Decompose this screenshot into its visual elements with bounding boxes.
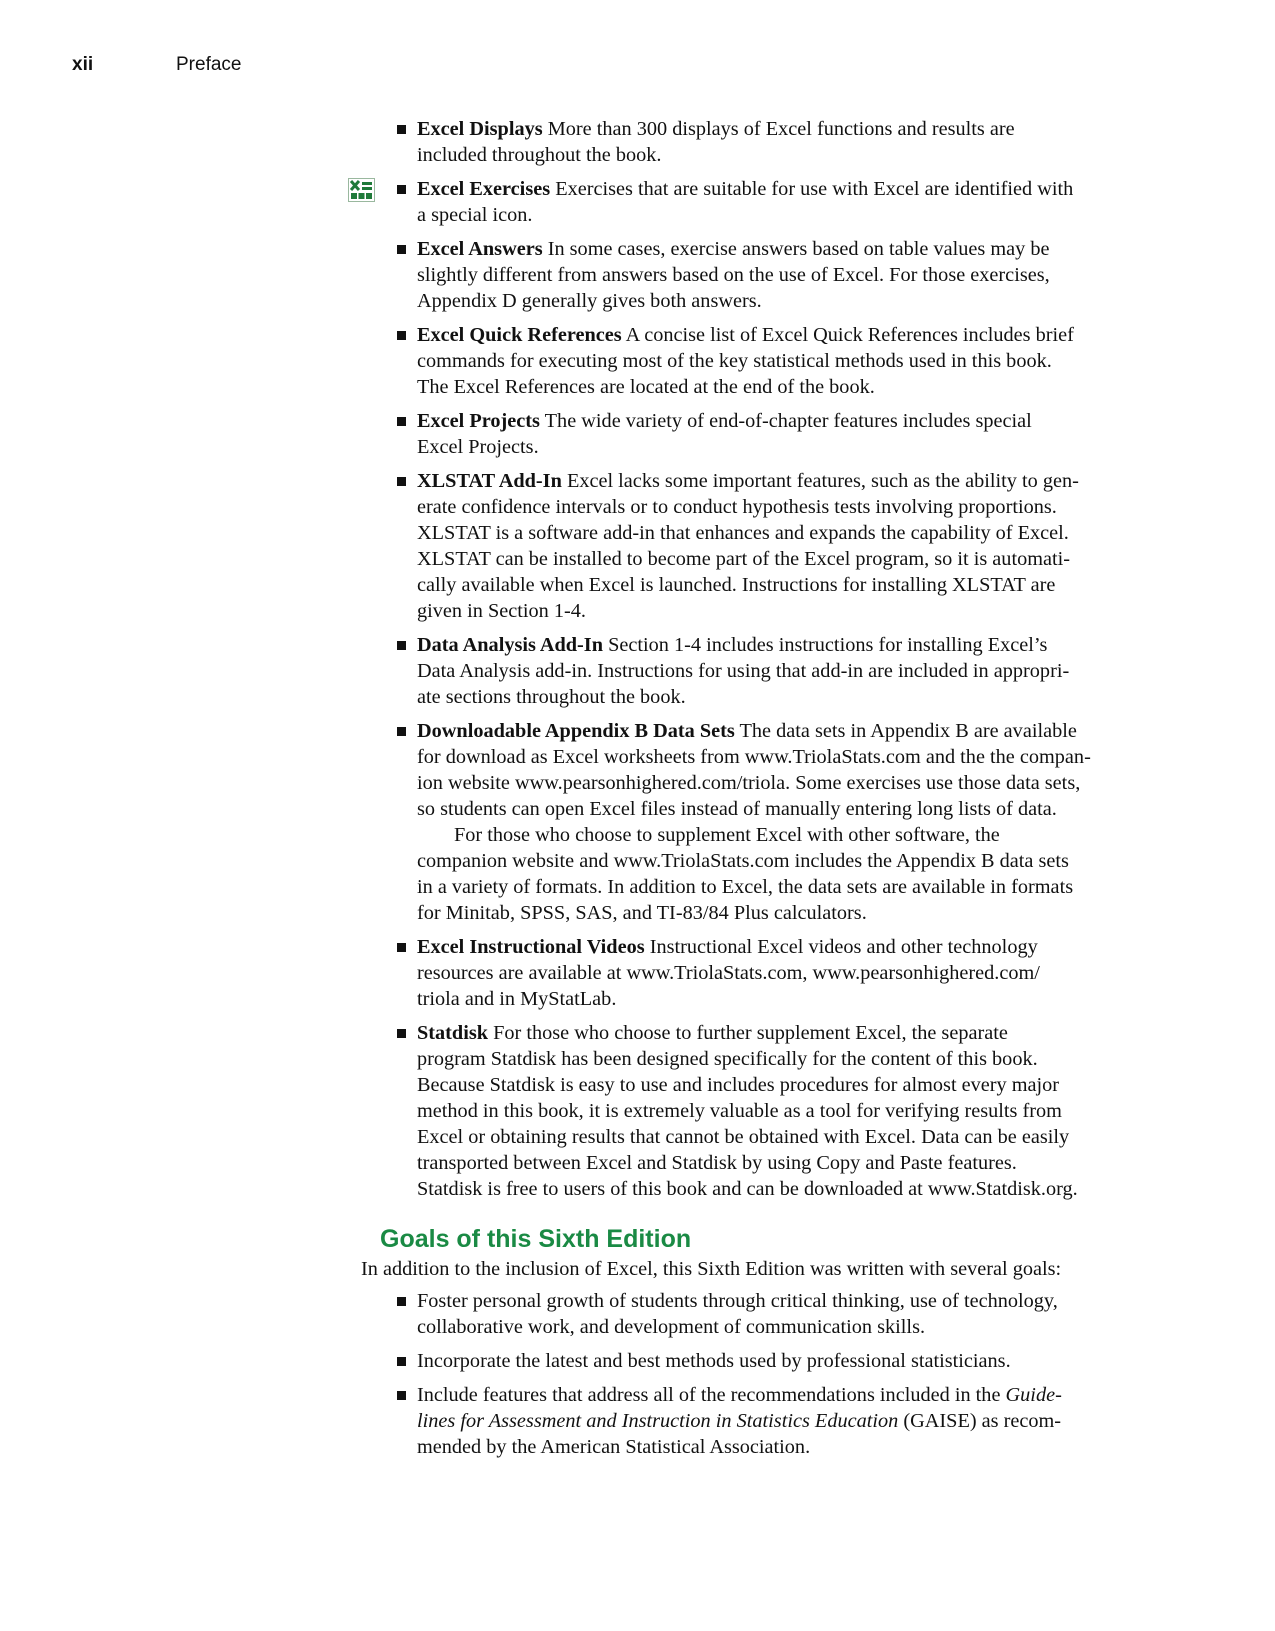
feature-title: Data Analysis Add-In	[417, 634, 603, 656]
feature-text-line: Statdisk is free to users of this book and can be downloaded at www.Statdisk.org.	[417, 1178, 1078, 1200]
list-item	[380, 934, 1140, 1012]
list-item	[380, 1288, 1140, 1340]
goal-text-line: Foster personal growth of students through critical thinking, use of technology,	[417, 1290, 1058, 1312]
guidelines-title-italic: lines for Assessment and Instruction in Statistics Education	[417, 1410, 899, 1432]
feature-text-line: The wide variety of end-of-chapter features includes special	[544, 410, 1032, 432]
feature-text-line: so students can open Excel files instead of manually entering long lists of data.	[417, 798, 1057, 820]
bullet-icon	[397, 727, 406, 736]
goal-text: Include features that address all of the recommendations included in the	[417, 1384, 1006, 1406]
feature-text-line: Appendix D generally gives both answers.	[417, 290, 762, 312]
feature-title: Excel Exercises	[417, 178, 551, 200]
page-number: xii	[72, 54, 94, 75]
feature-text-line: Instructional Excel videos and other technology	[649, 936, 1038, 958]
list-item	[380, 116, 1140, 168]
feature-text-line: in a variety of formats. In addition to Excel, the data sets are available in formats	[417, 876, 1074, 898]
feature-text-line: For those who choose to supplement Excel with other software, the	[454, 824, 1000, 846]
list-item	[380, 718, 1140, 926]
feature-title: Excel Projects	[417, 410, 540, 432]
feature-text-line: For those who choose to further supplement Excel, the separate	[493, 1022, 1008, 1044]
feature-text-line: for download as Excel worksheets from www.TriolaStats.com and the the compan-	[417, 746, 1091, 768]
list-item	[380, 322, 1140, 400]
goal-text: mended by the American Statistical Association.	[417, 1436, 811, 1458]
goal-text-line: collaborative work, and development of communication skills.	[417, 1316, 926, 1338]
bullet-icon	[397, 245, 406, 254]
list-item	[380, 468, 1140, 624]
feature-text-line: XLSTAT can be installed to become part of the Excel program, so it is automati-	[417, 548, 1071, 570]
feature-title: XLSTAT Add-In	[417, 470, 562, 492]
feature-text-line: program Statdisk has been designed specifically for the content of this book.	[417, 1048, 1038, 1070]
excel-icon	[348, 178, 375, 202]
content-column	[361, 116, 1140, 1468]
feature-text-line: Excel lacks some important features, such as the ability to gen-	[566, 470, 1079, 492]
goals-intro: In addition to the inclusion of Excel, this Sixth Edition was written with several goals:	[361, 1258, 1062, 1280]
list-item	[380, 408, 1140, 460]
bullet-icon	[397, 125, 406, 134]
feature-text-line: a special icon.	[417, 204, 533, 226]
list-item	[380, 632, 1140, 710]
feature-text-line: Excel or obtaining results that cannot be obtained with Excel. Data can be easily	[417, 1126, 1070, 1148]
list-item	[380, 236, 1140, 314]
bullet-icon	[397, 641, 406, 650]
feature-text-line: In some cases, exercise answers based on table values may be	[547, 238, 1050, 260]
feature-title: Excel Displays	[417, 118, 543, 140]
bullet-icon	[397, 185, 406, 194]
feature-title: Excel Quick References	[417, 324, 622, 346]
goal-text: (GAISE) as recom-	[898, 1410, 1062, 1432]
bullet-icon	[397, 1029, 406, 1038]
running-header	[72, 54, 242, 76]
list-item	[380, 176, 1140, 228]
feature-text-line: XLSTAT is a software add-in that enhances and expands the capability of Excel.	[417, 522, 1069, 544]
feature-title: Excel Answers	[417, 238, 543, 260]
bullet-icon	[397, 1391, 406, 1400]
feature-text-line: The data sets in Appendix B are available	[739, 720, 1077, 742]
goals-list	[380, 1288, 1140, 1460]
feature-text-line: ion website www.pearsonhighered.com/triola. Some exercises use those data sets,	[417, 772, 1081, 794]
goal-text-italic: Guide-	[1005, 1384, 1062, 1406]
feature-text-line: Exercises that are suitable for use with Excel are identified with	[555, 178, 1074, 200]
bullet-icon	[397, 477, 406, 486]
feature-text-line: included throughout the book.	[417, 144, 662, 166]
feature-title: Excel Instructional Videos	[417, 936, 645, 958]
feature-text-line: Because Statdisk is easy to use and includes procedures for almost every major	[417, 1074, 1060, 1096]
feature-text-line: given in Section 1-4.	[417, 600, 586, 622]
bullet-icon	[397, 1297, 406, 1306]
feature-text-line: ate sections throughout the book.	[417, 686, 686, 708]
feature-text-line: More than 300 displays of Excel functions and results are	[547, 118, 1015, 140]
section-title: Preface	[176, 54, 242, 75]
feature-text-line: companion website and www.TriolaStats.com includes the Appendix B data sets	[417, 850, 1069, 872]
feature-text-line: Section 1-4 includes instructions for installing Excel’s	[608, 634, 1048, 656]
list-item	[380, 1382, 1140, 1460]
feature-title: Downloadable Appendix B Data Sets	[417, 720, 735, 742]
feature-title: Statdisk	[417, 1022, 489, 1044]
feature-text-line: for Minitab, SPSS, SAS, and TI-83/84 Plus calculators.	[417, 902, 867, 924]
feature-text-line: transported between Excel and Statdisk by using Copy and Paste features.	[417, 1152, 1017, 1174]
goal-text-line: Incorporate the latest and best methods used by professional statisticians.	[417, 1350, 1011, 1372]
feature-text-line: erate confidence intervals or to conduct hypothesis tests involving proportions.	[417, 496, 1057, 518]
bullet-icon	[397, 1357, 406, 1366]
feature-text-line: commands for executing most of the key statistical methods used in this book.	[417, 350, 1052, 372]
feature-text-line: slightly different from answers based on the use of Excel. For those exercises,	[417, 264, 1050, 286]
feature-list	[380, 116, 1140, 1202]
bullet-icon	[397, 417, 406, 426]
bullet-icon	[397, 331, 406, 340]
list-item	[380, 1020, 1140, 1202]
feature-text-line: The Excel References are located at the end of the book.	[417, 376, 875, 398]
feature-text-line: resources are available at www.TriolaStats.com, www.pearsonhighered.com/	[417, 962, 1040, 984]
section-heading: Goals of this Sixth Edition	[380, 1225, 692, 1253]
bullet-icon	[397, 943, 406, 952]
feature-text-line: Data Analysis add-in. Instructions for using that add-in are included in appropri-	[417, 660, 1070, 682]
feature-text-line: method in this book, it is extremely valuable as a tool for verifying results from	[417, 1100, 1062, 1122]
feature-text-line: Excel Projects.	[417, 436, 539, 458]
list-item	[380, 1348, 1140, 1374]
feature-text-line: cally available when Excel is launched. Instructions for installing XLSTAT are	[417, 574, 1056, 596]
feature-text-line: triola and in MyStatLab.	[417, 988, 617, 1010]
feature-text-line: A concise list of Excel Quick References includes brief	[625, 324, 1074, 346]
